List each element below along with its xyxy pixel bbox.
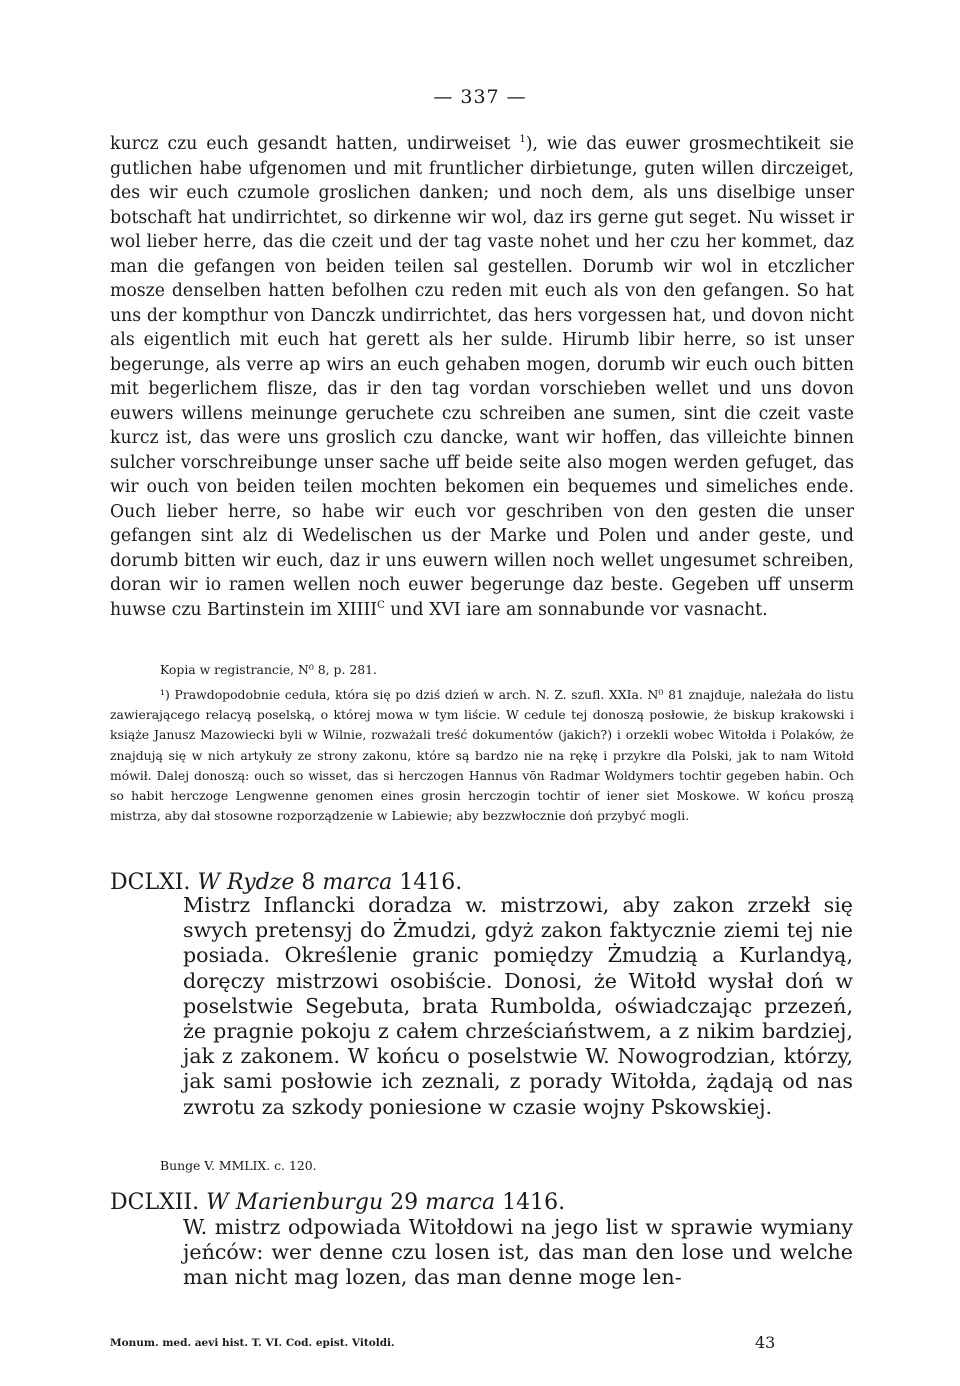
entry-place: W Rydze (197, 870, 295, 895)
entry-summary-662 (183, 1215, 853, 1291)
page-number: — 337 — (433, 86, 527, 108)
entry-number: DCLXI. (110, 870, 191, 895)
footnote-marker: ¹) (160, 687, 170, 702)
letter-text (110, 132, 854, 622)
entry-year: 1416. (399, 870, 463, 895)
entry-place: W Marienburgu (206, 1190, 384, 1215)
footnote-ref: 1 (519, 134, 526, 146)
entry-number: DCLXII. (110, 1190, 200, 1215)
entry-day: 8 (301, 870, 316, 895)
century-superscript: C (377, 599, 385, 611)
entry-summary-text: W. mistrz odpowiada Witołdowi na jego list w sprawie wymiany jeńców: wer denne czu losen ist, das man den lose und welche man nicht mag lozen, das man denne moge len- (183, 1215, 853, 1290)
letter-text-start: kurcz czu euch gesandt hatten, undirweiset (110, 134, 511, 154)
entry-month: marca (322, 870, 393, 895)
footnote-paragraph (110, 685, 854, 826)
entry-summary-661 (183, 893, 853, 1120)
sheet-signature: 43 (755, 1333, 776, 1352)
entry-heading-662 (110, 1189, 565, 1217)
source-note-letter: Kopia w registrancie, N⁰ 8, p. 281. (160, 662, 377, 677)
entry-summary-text: Mistrz Inflancki doradza w. mistrzowi, aby zakon zrzekł się swych pretensyj do Żmudzi, gdyż zakon faktycznie ziemi tej nie posiada. Określenie granic pomiędzy Żmudzią a Kurlandyą, doręczy mistrzowi osobiście. Donosi, że Witołd wysłał doń w poselstwie Segebuta, brata Rumbolda, oświadczając przezeń, że pragnie pokoju z całem chrześciaństwem, a z nikim bardziej, jak z zakonem. W końcu o poselstwie W. Nowogrodzian, którzy, jak sami posłowie ich zeznali, z porady Witołda, żądają od nas zwrotu za szkody poniesione w czasie wojny Pskowskiej. (183, 893, 853, 1119)
entry-month: marca (425, 1190, 496, 1215)
entry-year: 1416. (502, 1190, 566, 1215)
footnote (110, 685, 854, 826)
letter-text-end: und XVI iare am sonnabunde vor vasnacht. (384, 599, 768, 620)
series-signature: Monum. med. aevi hist. T. VI. Cod. epist. Vitoldi. (110, 1337, 395, 1349)
entry-day: 29 (390, 1190, 419, 1215)
footnote-text: Prawdopodobnie ceduła, która się po dziś dzień w arch. N. Z. szufl. XXIa. N⁰ 81 znajduje, należała do listu zawierającego relacyą poselską, o której mowa w tym liście. W cedule tej donoszą posłowie, że biskup krakowski i książe Janusz Mazowiecki byli w Wilnie, rozważali treść dokumentów (jakich?) i orzekli wobec Witołda i Polaków, że znajdują się w nich artykuły ze strony zakonu, które są bardzo nie na rękę i przykre dla Polski, jak to nam Witołd mówił. Dalej donoszą: ouch so wisset, das si herczogen Hannus vōn Radmar Woldymers tochtir gegeben habin. Och so habit herczoge Lengwenne genomen eines grosin herczogin tochtir of iener siet Moskowe. W końcu proszą mistrza, aby dał stosowne rozporządzenie w Labiewie; aby bezzwłocznie doń przybyć mogli. (110, 687, 854, 824)
letter-paragraph (110, 132, 854, 622)
source-note-661: Bunge V. MMLIX. c. 120. (160, 1158, 317, 1173)
letter-text-main: ), wie das euwer grosmechtikeit sie gutlichen habe ufgenomen und mit fruntlicher dirbietunge, guten willen dirczeiget, des wir euch czumole groslichen danken; und noch dem, als uns diselbige unser botschaft hat undirrichtet, so dirkenne wir wol, daz irs gerne gut seget. Nu wisset ir wol lieber herre, das die czeit und der tag vaste nohet und her czu her kommet, daz man die gefangen von beiden teilen sal gestellen. Dorumb wir wol in etczlicher mosze denselben hatten befolhen czu reden mit euch als von den gefangen. So hat uns der kompthur von Danczk undirrichtet, das hers vorgessen hat, und dovon nicht als eigentlich mit euch hat gerett als her sulde. Hirumb libir herre, so ist unser begerunge, als verre ap wirs an euch gehaben mogen, dorumb wir euch ouch bitten mit begerlichem flisze, das ir den tag vordan vorschieben wellet und uns dovon euwers willens meinunge geruchete czu schreiben ane sumen, sint die czeit vaste kurcz ist, das were uns groslich czu dancke, want wir hoffen, das villeichte binnen sulcher vorschreibunge unser sache uff beide seite also mogen werden gefuget, das wir ouch von beiden teilen mochten bekomen ein bequemes und simeliches ende. Ouch lieber herre, so habe wir euch vor geschriben von den gesten die unser gefangen sint alz di Wedelischen us der Marke und Polen und ander geste, und dorumb bitten wir euch, daz ir uns euwern willen noch wellet ungesumet schreiben, doran wir io ramen wellen noch euwer begerunge daz beste. Gegeben uff unserm huwse czu Bartinstein im XIIII (110, 134, 855, 620)
